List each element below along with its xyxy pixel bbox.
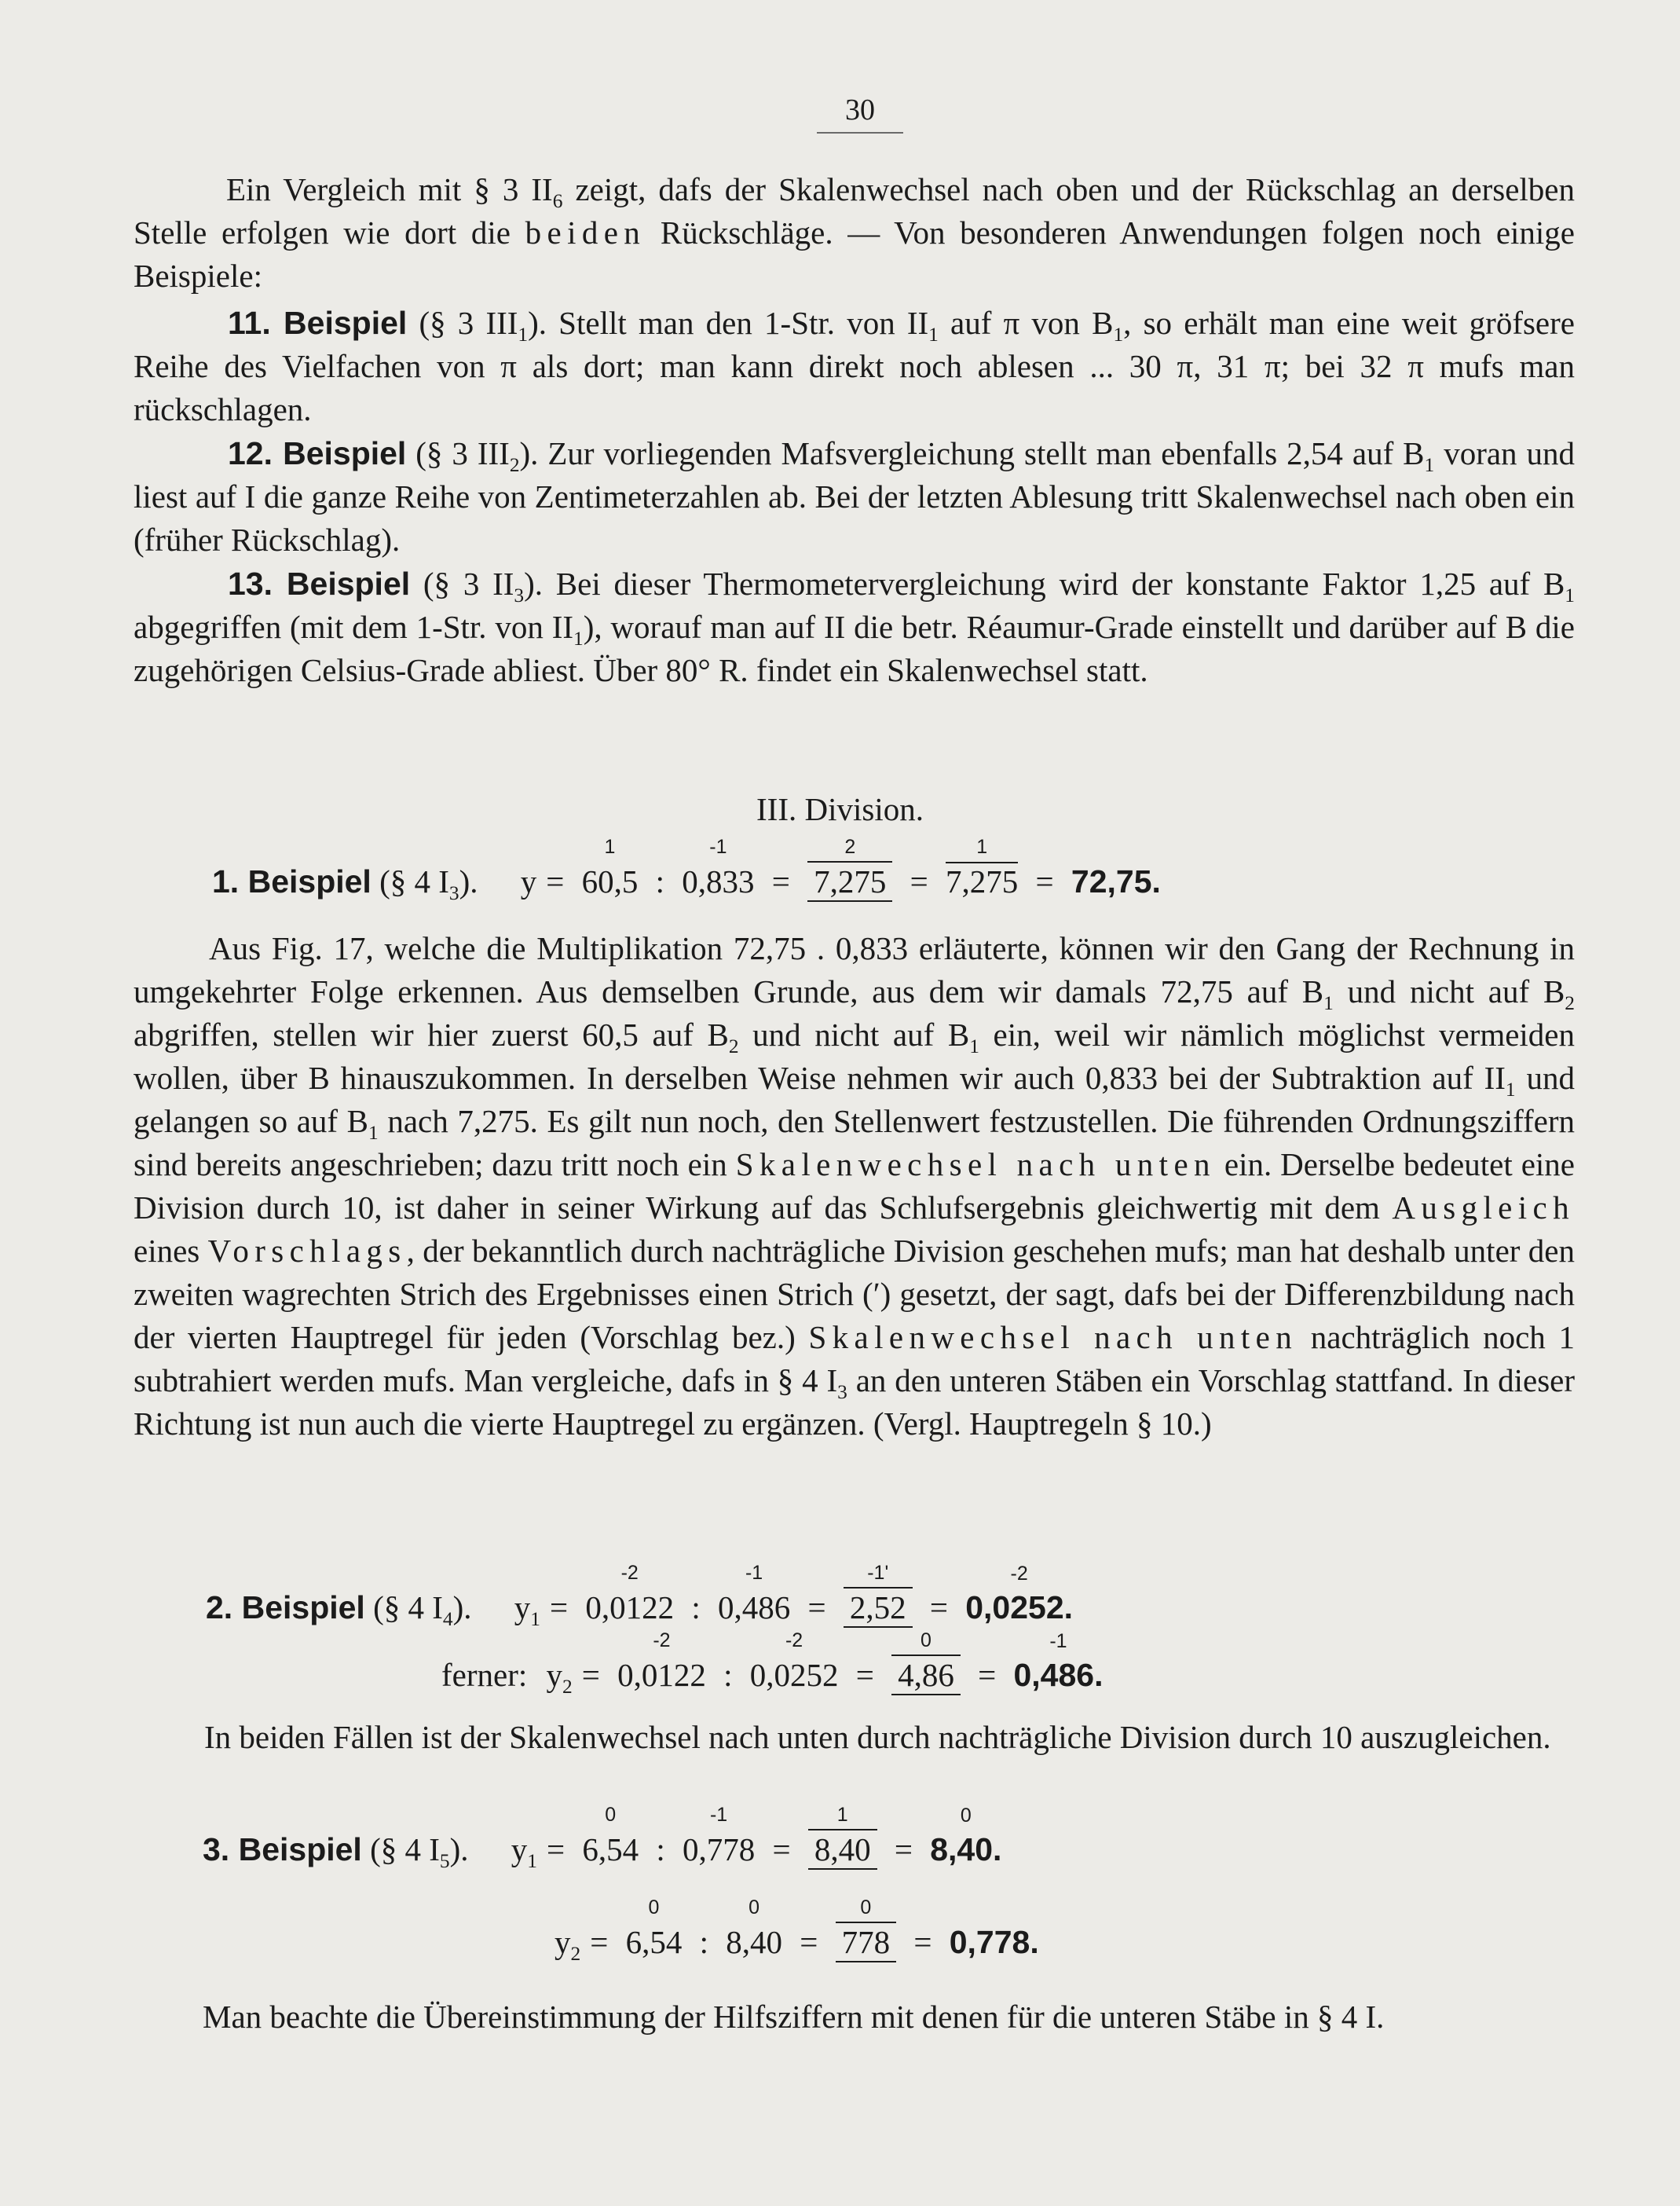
example-11: 11. Beispiel (§ 3 $III_1$). Stellt man den 1-Str. von $II_1$ auf π von $B_1$, so erhält man eine weit gröfsere Reihe des Vielfachen von π als dort; man kann direkt noch ablesen ... 30 π, 31 π; bei 32 π mufs man rückschlagen. [134,305,1575,427]
section-heading: III. Division. [756,791,924,827]
equation-example-2: 2. Beispiel (§ 4 $I_4$). $y_1$ = -2 0,0122 : -1 0,486 = -1ʹ 2,52 = -2 0,0252. [206,1562,1074,1631]
equation-example-3: 3. Beispiel (§ 4 $I_5$). $y_1$ = 0 6,54 : -1 0,778 = 1 8,40 = 0 8,40. [203,1804,1002,1873]
equation-example-3b: $y_2$ = 0 6,54 : 0 8,40 = 0 778 = 0,778. [555,1896,1039,1966]
equation-example-1: 1. Beispiel (§ 4 $I_3$). y = 1 60,5 : -1 0,833 = 2 7,275 = 1 7,275 = 72,75. [212,836,1161,905]
paragraph-intro: Ein Vergleich mit § 3 $II_6$ zeigt, dafs der Skalenwechsel nach oben und der Rückschlag an derselben Stelle erfolgen wie dort die beiden Rückschläge. — Von besonderen Anwendungen folgen noch einige Beispiele: [134,171,1576,294]
example-13: 13. Beispiel (§ 3 $II_3$). Bei dieser Thermometervergleichung wird der konstante Faktor 1,25 auf $B_1$ abgegriffen (mit dem 1-Str. von $II_1$), worauf man auf II die betr. Réaumur-Grade einstellt und darüber auf B die zugehörigen Celsius-Grade abliest. Über 80° R. findet ein Skalenwechsel statt. [134,566,1576,688]
page-number: 30 [817,93,903,134]
paragraph-closing: Man beachte die Übereinstimmung der Hilfsziffern mit denen für die unteren Stäbe in § 4 I. [203,1999,1385,2035]
equation-example-2b: ferner: $y_2$ = -2 0,0122 : -2 0,0252 = 0 4,86 = -1 0,486. [441,1629,1104,1698]
paragraph-explanation: Aus Fig. 17, welche die Multiplikation 72,75 . 0,833 erläuterte, können wir den Gang der Rechnung in umgekehrter Folge erkennen. Aus demselben Grunde, aus dem wir damals 72,75 auf $B_1$ und nicht auf $B_2$ abgriffen, stellen wir hier zuerst 60,5 auf $B_2$ und nicht auf $B_1$ ein, weil wir nämlich möglichst vermeiden wollen, über B hinauszukommen. In derselben Weise nehmen wir auch 0,833 bei der Subtraktion auf $II_1$ und gelangen so auf $B_1$ nach 7,275. Es gilt nun noch, den Stellenwert festzustellen. Die führenden Ordnungsziffern sind bereits angeschrieben; dazu tritt noch ein Skalenwechsel nach unten ein. Derselbe bedeutet eine Division durch 10, ist daher in seiner Wirkung auf das Schlufsergebnis gleichwertig mit dem Ausgleich eines Vorschlags, der bekanntlich durch nachträgliche Division geschehen mufs; man hat deshalb unter den zweiten wagrechten Strich des Ergebnisses einen Strich (ʹ) gesetzt, der sagt, dafs bei der Differenzbildung nach der vierten Hauptregel für jeden (Vorschlag bez.) Skalenwechsel nach unten nachträglich noch 1 subtrahiert werden mufs. Man vergleiche, dafs in § 4 $I_3$ an den unteren Stäben ein Vorschlag stattfand. In dieser Richtung ist nun auch die vierte Hauptregel zu ergänzen. (Vergl. Hauptregeln § 10.) [134,930,1576,1442]
example-12: 12. Beispiel (§ 3 $III_2$). Zur vorliegenden Mafsvergleichung stellt man ebenfalls 2,54 auf $B_1$ voran und liest auf I die ganze Reihe von Zentimeterzahlen ab. Bei der letzten Ablesung tritt Skalenwechsel nach oben ein (früher Rückschlag). [134,435,1575,558]
paragraph-note: In beiden Fällen ist der Skalenwechsel nach unten durch nachträgliche Division durch 10 auszugleichen. [204,1719,1551,1755]
